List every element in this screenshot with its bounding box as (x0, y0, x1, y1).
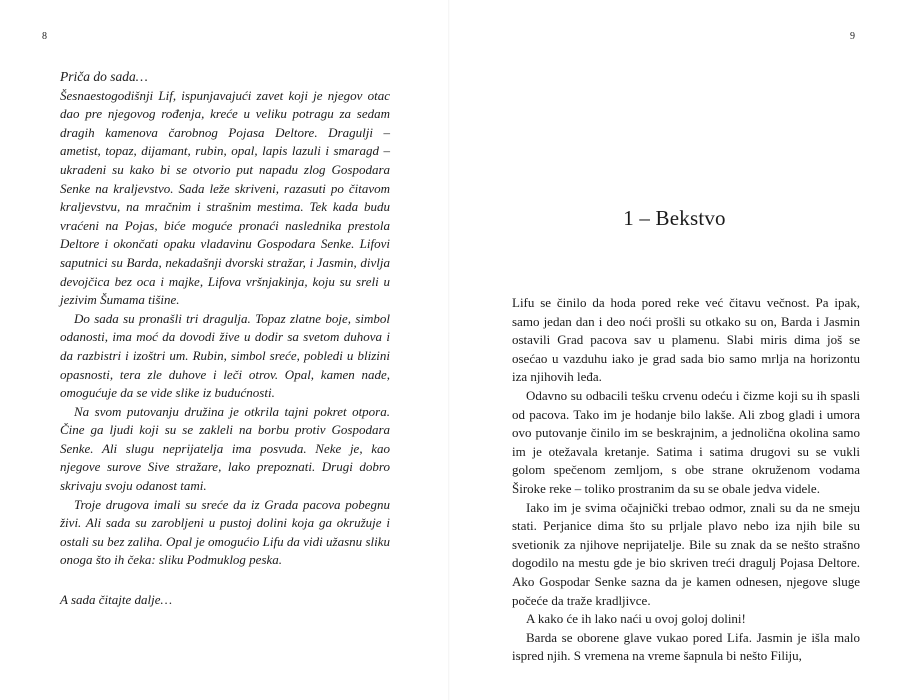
summary-paragraph: Šesnaestogodišnji Lif, ispunjavajući zavet koji je njegov otac dao pre njegovog rođenja, kreće u veliku potragu za sedam dragih kamenova čarobnog Pojasa Deltore. Dragulji – ametist, topaz, dijamant, rubin, opal, lapis lazuli i smaragd – ukradeni su kako bi se otvorio put napadu zlog Gospodara Senke na kraljevstvo. Sada leže skriveni, razasuti po čitavom kraljevstvu, na mračnim i strašnim mestima. Tek kada budu vraćeni na Pojas, biće moguće pronaći naslednika prestola Deltore i okončati opaku vladavinu Gospodara Senke. Lifovi saputnici su Barda, nekadašnji dvorski stražar, i Jasmin, divlja devojčica bez oca i majke, Lifova vršnjakinja, koju su sreli u jezivim Šumama tišine. (60, 87, 390, 308)
page-number: 8 (42, 31, 47, 42)
right-page (450, 0, 899, 700)
page-number: 9 (850, 31, 855, 42)
chapter-paragraph: Barda se oborene glave vukao pored Lifa. Jasmin je išla malo ispred njih. S vremena na vreme šapnula bi nešto Filiju, (512, 629, 860, 664)
chapter-title: 1 – Bekstvo (623, 206, 726, 230)
chapter-paragraph: Iako im je svima očajnički trebao odmor, znali su da ne smeju stati. Perjanice dima što su prljale plavo nebo iza njih bile su svetionik za njihove neprijatelje. Bile su znak da se nešto strašno dogodilo na mestu gde je bio skriven treći dragulj Pojasa Deltore. Ako Gospodar Senke sazna da je kamen odnesen, njegove sluge počeće da traže kradljivce. (512, 499, 860, 608)
left-page (0, 0, 449, 700)
chapter-paragraph: Odavno su odbacili tešku crvenu odeću i čizme koji su ih spasli od pacova. Tako im je hodanje bilo lakše. Ali zbog gladi i umora ovo putovanje činilo im se beskrajnim, a jednolična okolina samo im je otežavala kretanje. Satima i satima drugovi su se vukli golom spečenom zemljom, s obe strane okruženom vodama Široke reke – toliko prostranim da su se obale jedva videle. (512, 387, 860, 496)
chapter-paragraph: Lifu se činilo da hoda pored reke već čitavu večnost. Pa ipak, samo jedan dan i deo noći prošli su otkako su on, Barda i Jasmin ostavili Grad pacova sav u plamenu. Slabi miris dima još se osećao u vazduhu iako je grad sada bio samo mrlja na horizontu iza njihovih leđa. (512, 295, 860, 385)
summary-heading: Priča do sada… (60, 69, 148, 84)
chapter-text (512, 294, 860, 666)
summary-paragraph: Na svom putovanju družina je otkrila tajni pokret otpora. Čine ga ljudi koji su se zakleli na borbu protiv Gospodara Senke. Ali slugu neprijatelja ima posvuda. Neke je, kao njegove surove Sive stražare, lako prepoznati. Drugi dobro skrivaju svoju odanost tami. (60, 403, 390, 494)
summary-paragraph: Troje drugova imali su sreće da iz Grada pacova pobegnu živi. Ali sada su zarobljeni u pustoj dolini koja ga okružuje i ostali su bez zaliha. Opal je omogućio Lifu da vidi užasnu sliku onoga što ih čeka: sliku Podmuklog peska. (60, 496, 390, 568)
summary-closing: A sada čitajte dalje… (60, 592, 173, 608)
summary-paragraph: Do sada su pronašli tri dragulja. Topaz zlatne boje, simbol odanosti, ima moć da dovodi žive u dodir sa svetom duhova i da razbistri i izoštri um. Rubin, simbol sreće, pobledi u blizini opasnosti, tera zle duhove i leči otrov. Opal, kamen nade, omogućuje da se vide slike iz budućnosti. (60, 310, 390, 401)
story-summary (60, 68, 390, 610)
chapter-paragraph: A kako će ih lako naći u ovoj goloj dolini! (526, 611, 746, 627)
